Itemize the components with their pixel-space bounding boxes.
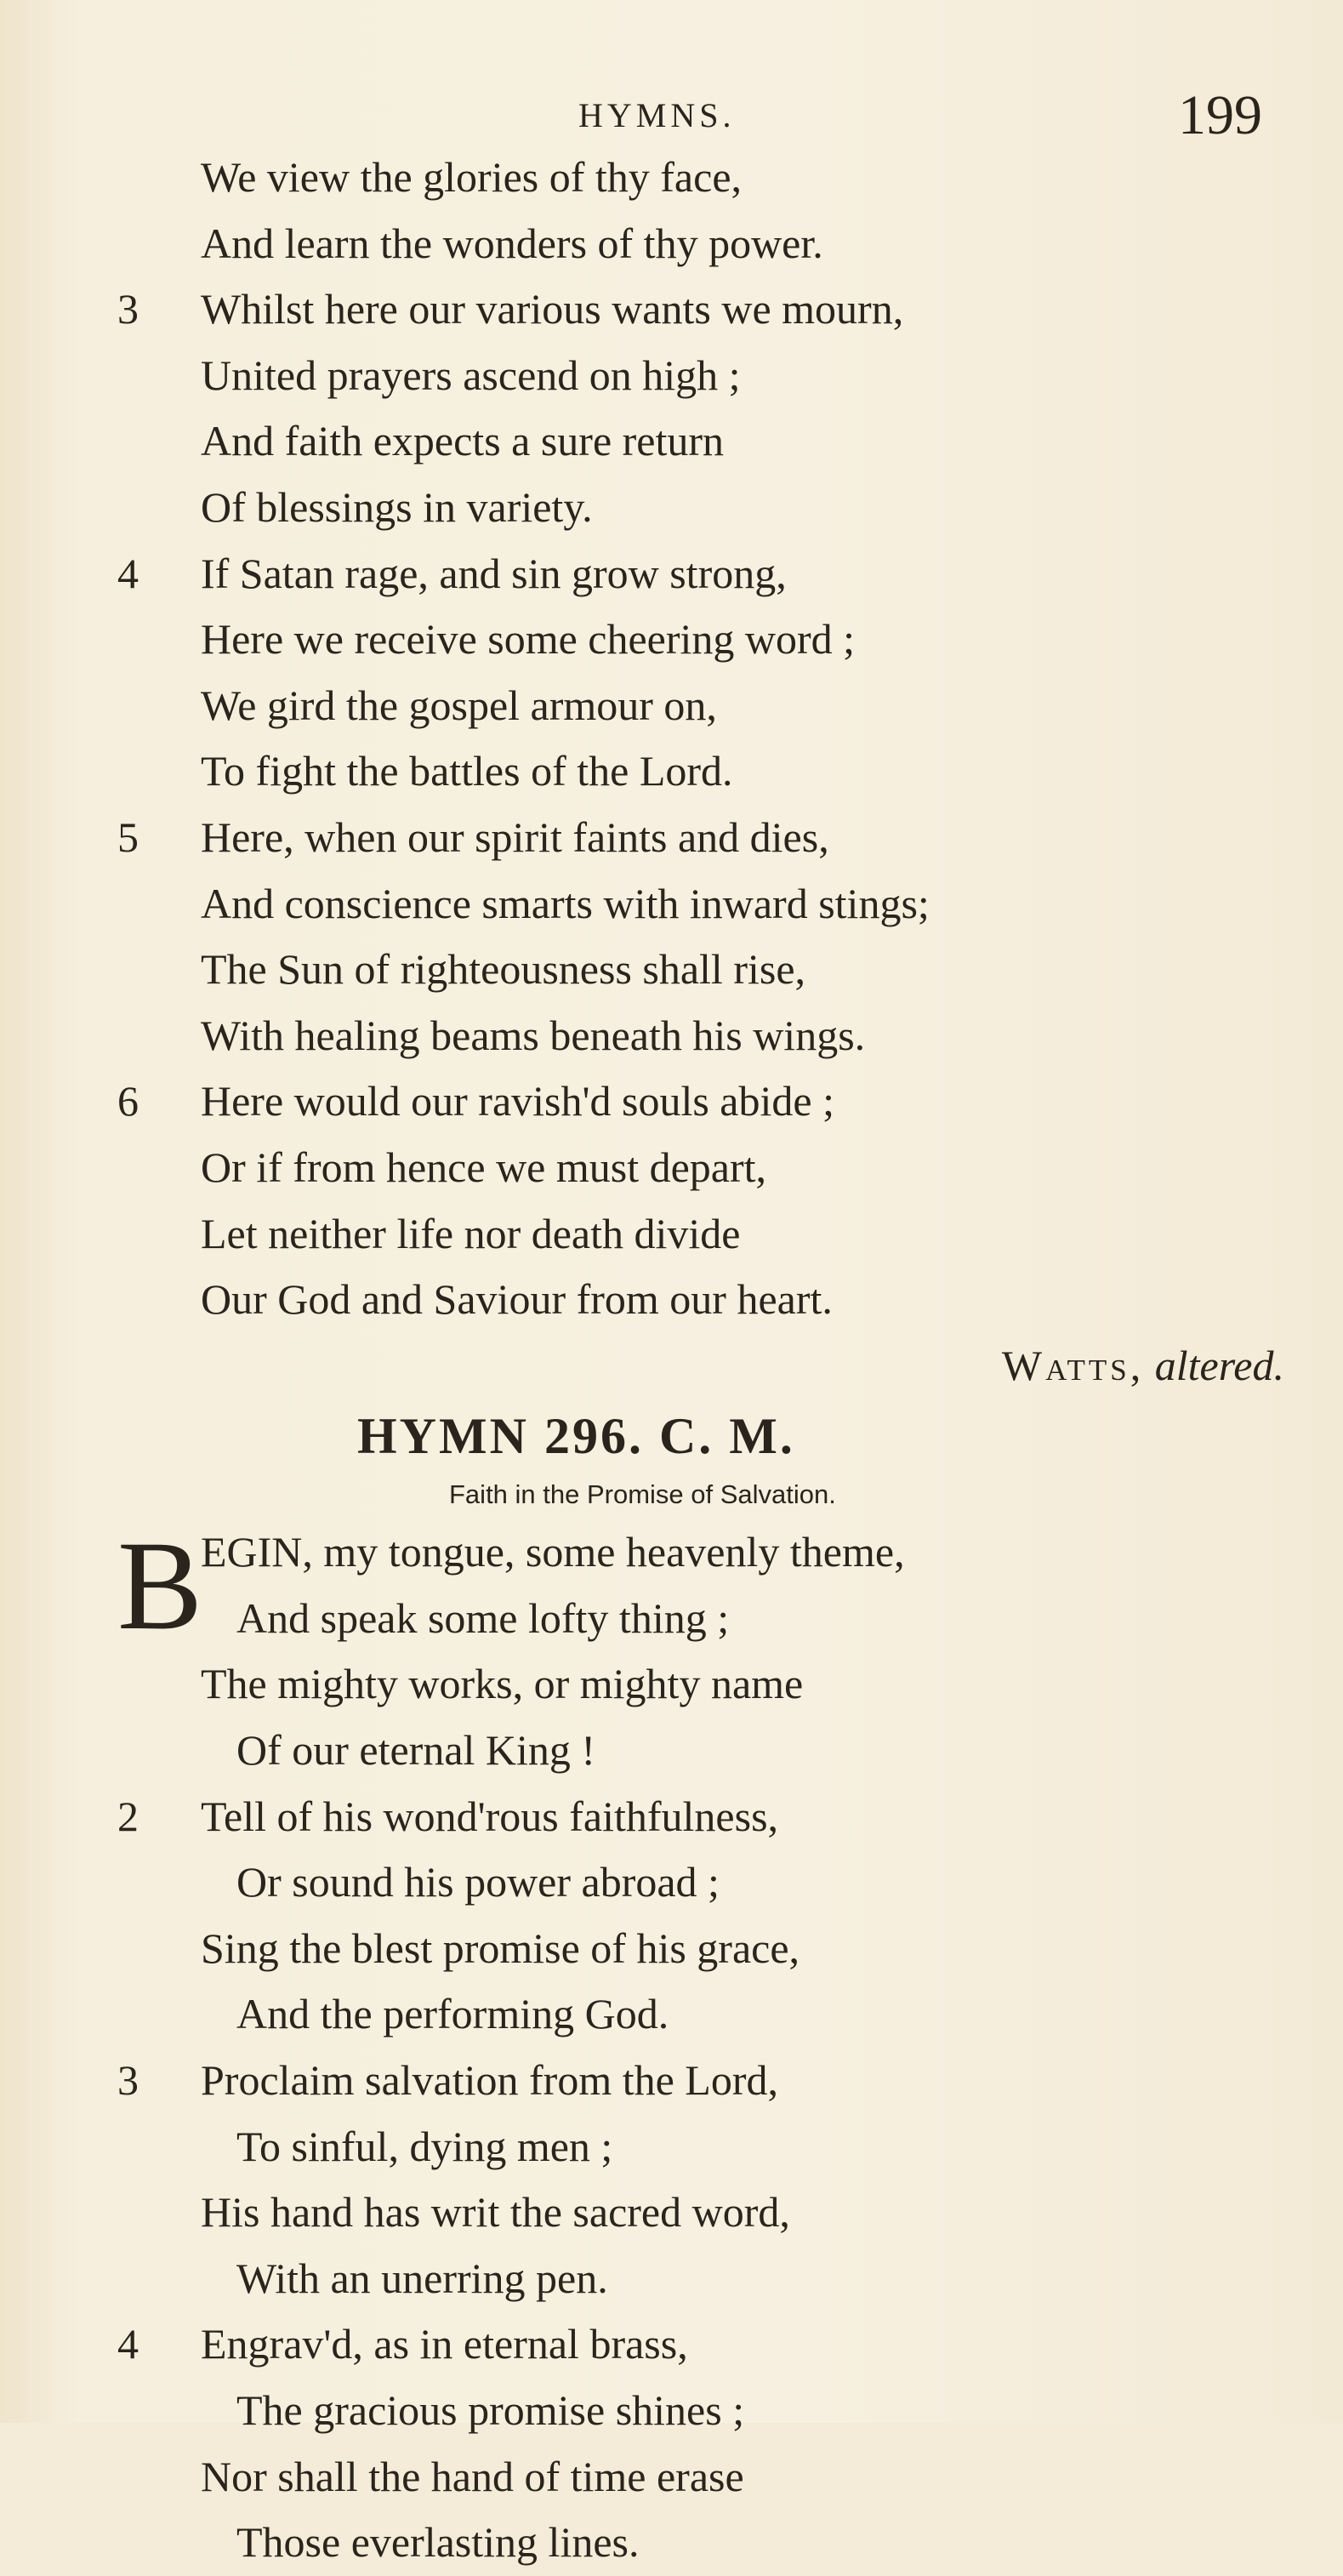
verse-line (117, 475, 1291, 541)
verse-number: 3 (117, 285, 139, 333)
drop-cap: B (117, 1515, 203, 1657)
verse-text: His hand has writ the sacred word, (201, 2188, 790, 2237)
hymn-text (117, 145, 1291, 2576)
verse-number: 5 (117, 812, 139, 861)
page-number: 199 (1178, 84, 1262, 146)
verse-text: The Sun of righteousness shall rise, (201, 945, 806, 994)
verse-line (117, 871, 1291, 938)
verse-text: And conscience smarts with inward stings; (201, 879, 930, 927)
verse-line (117, 1267, 1291, 1333)
verse-text: Proclaim salvation from the Lord, (201, 2056, 779, 2105)
verse-text: And the performing God. (236, 1990, 669, 2038)
verse-line (117, 738, 1291, 805)
verse-text: With an unerring pen. (236, 2254, 608, 2302)
verse-text: We view the glories of thy face, (201, 153, 743, 201)
verse-line (117, 2180, 1291, 2246)
verse-line (117, 2048, 1291, 2114)
verse-text: With healing beams beneath his wings. (201, 1011, 866, 1059)
verse-text: Our God and Saviour from our heart. (201, 1275, 833, 1324)
verse-line (117, 1784, 1291, 1850)
verse-text: Of blessings in variety. (201, 482, 593, 531)
verse-line (117, 937, 1291, 1003)
verse-line (117, 343, 1291, 409)
verse-line (117, 2311, 1291, 2378)
verse-text: Whilst here our various wants we mourn, (201, 285, 904, 333)
verse-text: Here we receive some cheering word ; (201, 615, 856, 664)
verse-text: Or sound his power abroad ; (236, 1858, 720, 1906)
verse-text: The mighty works, or mighty name (201, 1660, 804, 1708)
verse-line (117, 2378, 1291, 2444)
verses-hymn-295 (117, 145, 1291, 1333)
verse-line (117, 1981, 1291, 2048)
verse-text: Engrav'd, as in eternal brass, (201, 2320, 688, 2368)
opening-lines (117, 1515, 1291, 1657)
running-head (0, 83, 1343, 151)
hymn-subtitle: Faith in the Promise of Salvation. (449, 1479, 836, 1510)
verse-line (117, 1069, 1291, 1135)
verse-text: To fight the battles of the Lord. (201, 747, 733, 795)
verse-line (117, 1651, 1291, 1718)
attribution (117, 1333, 1291, 1399)
verse-line (117, 1135, 1291, 1201)
verse-text: Here would our ravish'd souls abide ; (201, 1077, 834, 1126)
author-note: altered. (1154, 1341, 1284, 1389)
verse-text: Let neither life nor death divide (201, 1209, 741, 1257)
verse-line (117, 1849, 1291, 1916)
verse-line (117, 2114, 1291, 2180)
verse-line: And speak some lofty thing ; (236, 1593, 730, 1642)
verse-line (117, 673, 1291, 739)
verse-text: Sing the blest promise of his grace, (201, 1923, 800, 1972)
verse-line (117, 607, 1291, 673)
verse-number: 4 (117, 549, 139, 597)
verse-number: 2 (117, 1792, 139, 1840)
hymn-heading: HYMN 296. C. M. (357, 1408, 795, 1465)
verse-text: Those everlasting lines. (236, 2518, 640, 2567)
verse-line (117, 1916, 1291, 1982)
verse-line (117, 1201, 1291, 1268)
verse-text: Or if from hence we must depart, (201, 1143, 767, 1191)
verse-number: 6 (117, 1077, 139, 1126)
verse-text: Of our eternal King ! (236, 1726, 596, 1775)
verse-line (117, 145, 1291, 211)
author-name: Watts, (1001, 1341, 1145, 1389)
verse-number: 3 (117, 2056, 139, 2105)
verse-line (117, 2246, 1291, 2312)
verse-text: If Satan rage, and sin grow strong, (201, 549, 787, 597)
verses-hymn-296 (117, 1651, 1291, 2575)
verse-text: United prayers ascend on high ; (201, 350, 741, 399)
verse-line: EGIN, my tongue, some heavenly theme, (201, 1528, 905, 1576)
verse-text: The gracious promise shines ; (236, 2386, 745, 2434)
verse-text: And faith expects a sure return (201, 417, 725, 465)
verse-text: To sinful, dying men ; (236, 2122, 613, 2170)
verse-text: We gird the gospel armour on, (201, 681, 717, 729)
verse-line (117, 1718, 1291, 1784)
verse-line (117, 1003, 1291, 1069)
verse-line (117, 2444, 1291, 2510)
verse-text: And learn the wonders of thy power. (201, 219, 823, 267)
verse-text: Here, when our spirit faints and dies, (201, 812, 829, 861)
verse-text: Tell of his wond'rous faithfulness, (201, 1792, 779, 1840)
verse-line (117, 805, 1291, 871)
verse-line (117, 541, 1291, 607)
verse-text: Nor shall the hand of time erase (201, 2452, 744, 2500)
running-title: HYMNS. (578, 96, 736, 134)
verse-line (117, 211, 1291, 277)
verse-line (117, 2510, 1291, 2576)
verse-number: 4 (117, 2320, 139, 2368)
verse-line (117, 276, 1291, 343)
verse-line (117, 408, 1291, 475)
